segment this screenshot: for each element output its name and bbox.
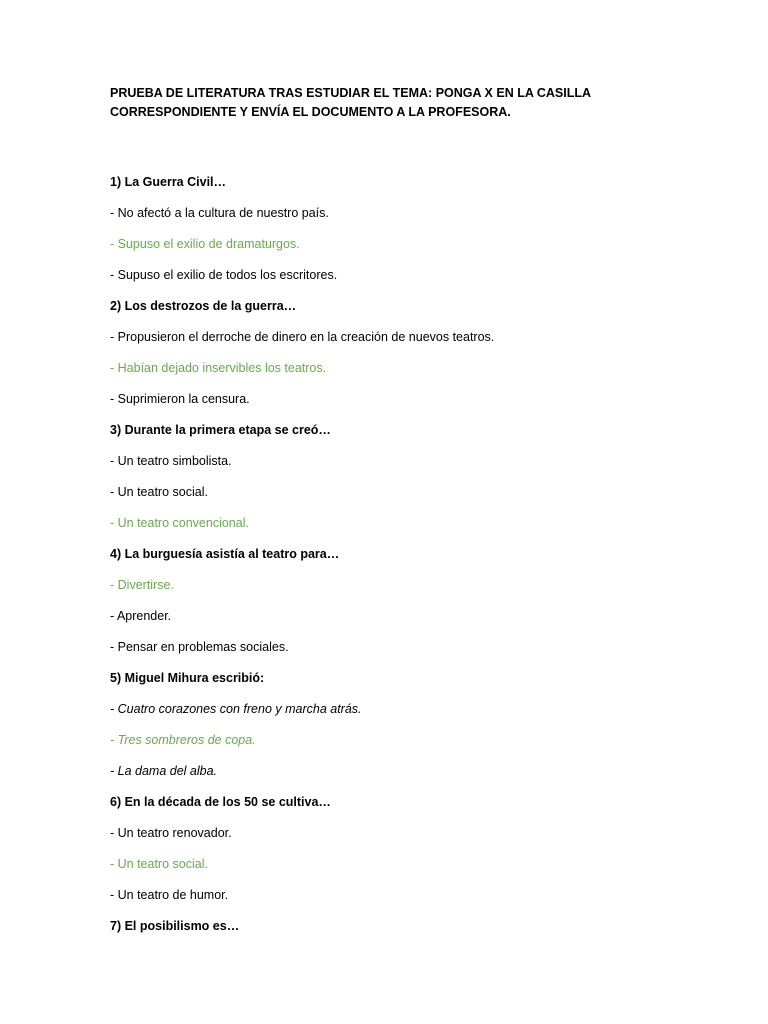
answer-option: - Un teatro social. (110, 485, 208, 499)
answer-option: - Un teatro de humor. (110, 888, 229, 902)
answer-option: - Propusieron el derroche de dinero en la creación de nuevos teatros. (110, 330, 495, 344)
answer-option: - Aprender. (110, 609, 172, 623)
answer-option: - Suprimieron la censura. (110, 392, 250, 406)
answer-option: - La dama del alba. (110, 764, 218, 778)
document-header: PRUEBA DE LITERATURA TRAS ESTUDIAR EL TEMA: PONGA X EN LA CASILLA CORRESPONDIENTE Y ENVÍA EL DOCUMENTO A LA PROFESORA. (110, 86, 592, 119)
question-block (110, 918, 710, 949)
question-block (110, 546, 710, 670)
question-block (110, 670, 710, 794)
question-title: 4) La burguesía asistía al teatro para… (110, 547, 340, 561)
question-title: 7) El posibilismo es… (110, 919, 240, 933)
answer-option-correct: - Tres sombreros de copa. (110, 733, 256, 747)
question-block (110, 422, 710, 546)
answer-option: - No afectó a la cultura de nuestro país. (110, 206, 329, 220)
question-title: 1) La Guerra Civil… (110, 175, 227, 189)
answer-option-correct: - Habían dejado inservibles los teatros. (110, 361, 327, 375)
question-title: 2) Los destrozos de la guerra… (110, 299, 297, 313)
answer-option-correct: - Un teatro convencional. (110, 516, 249, 530)
question-block (110, 794, 710, 918)
answer-option-correct: - Divertirse. (110, 578, 174, 592)
answer-option-correct: - Supuso el exilio de dramaturgos. (110, 237, 300, 251)
answer-option: - Pensar en problemas sociales. (110, 640, 289, 654)
question-block (110, 298, 710, 422)
answer-option-correct: - Un teatro social. (110, 857, 208, 871)
answer-option: - Un teatro renovador. (110, 826, 232, 840)
document-page (110, 84, 710, 949)
quiz-list (110, 174, 710, 949)
question-title: 3) Durante la primera etapa se creó… (110, 423, 331, 437)
answer-option: - Un teatro simbolista. (110, 454, 232, 468)
question-title: 5) Miguel Mihura escribió: (110, 671, 265, 685)
answer-option: - Supuso el exilio de todos los escritores. (110, 268, 338, 282)
question-block (110, 174, 710, 298)
answer-option: - Cuatro corazones con freno y marcha atrás. (110, 702, 362, 716)
question-title: 6) En la década de los 50 se cultiva… (110, 795, 331, 809)
